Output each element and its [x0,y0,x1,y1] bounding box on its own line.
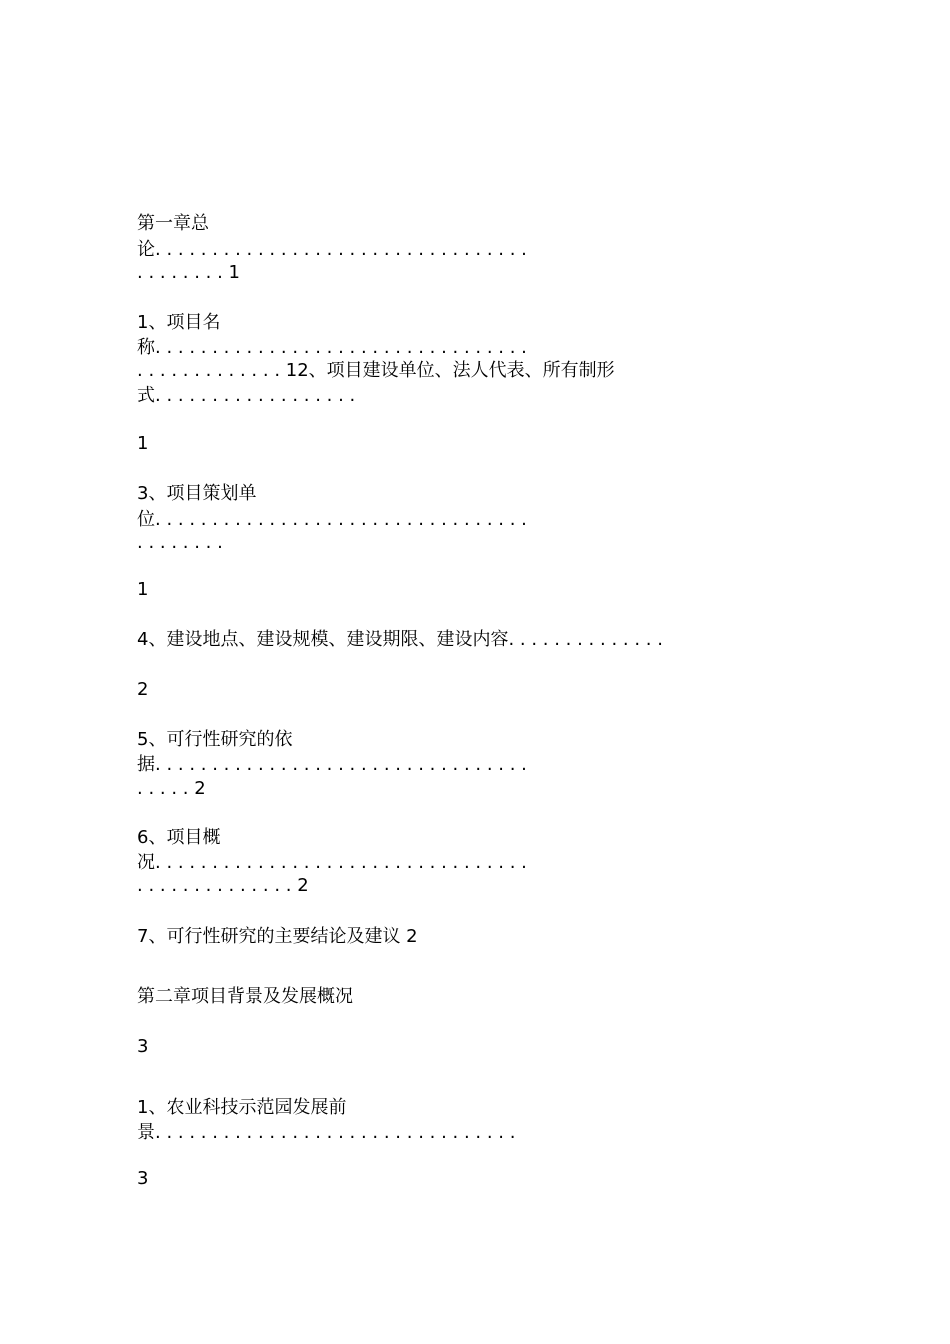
toc-item-1-6-title: 6、项目概 [137,827,221,848]
toc-item-1-4-page: 2 [137,679,149,700]
toc-chapter-2-page: 3 [137,1036,149,1057]
toc-item-1-3-leader-cont: . . . . . . . . [137,532,223,553]
toc-item-2-1-page: 3 [137,1168,149,1189]
toc-chapter-1-leader: 论. . . . . . . . . . . . . . . . . . . . . . . . . . . . . . . . . [137,239,527,260]
toc-chapter-1-title: 第一章总 [137,213,209,234]
toc-item-1-5-page: . . . . . 2 [137,778,206,799]
toc-item-1-4-title: 4、建设地点、建设规模、建设期限、建设内容. . . . . . . . . . . . . . [137,629,663,650]
toc-item-2-1-leader: 景. . . . . . . . . . . . . . . . . . . . . . . . . . . . . . . . [137,1122,516,1143]
toc-item-2-1-title: 1、农业科技示范园发展前 [137,1097,347,1118]
toc-item-1-2-leader: 式. . . . . . . . . . . . . . . . . . [137,385,356,406]
toc-item-1-3-title: 3、项目策划单 [137,483,257,504]
toc-item-1-2-page: 1 [137,433,149,454]
toc-item-1-5-title: 5、可行性研究的依 [137,729,293,750]
toc-item-1-1-title: 1、项目名 [137,312,221,333]
toc-chapter-2-title: 第二章项目背景及发展概况 [137,986,353,1007]
toc-item-1-3-leader: 位. . . . . . . . . . . . . . . . . . . . . . . . . . . . . . . . . [137,509,527,530]
toc-item-1-6-page: . . . . . . . . . . . . . . 2 [137,875,309,896]
toc-chapter-1-page: . . . . . . . . 1 [137,262,240,283]
toc-item-1-3-page: 1 [137,579,149,600]
toc-item-1-7: 7、可行性研究的主要结论及建议 2 [137,926,418,947]
toc-item-1-1-leader: 称. . . . . . . . . . . . . . . . . . . . . . . . . . . . . . . . . [137,337,527,358]
toc-item-1-2-title: . . . . . . . . . . . . . 12、项目建设单位、法人代表、所有制形 [137,360,615,381]
toc-item-1-6-leader: 况. . . . . . . . . . . . . . . . . . . . . . . . . . . . . . . . . [137,852,527,873]
toc-item-1-5-leader: 据. . . . . . . . . . . . . . . . . . . . . . . . . . . . . . . . . [137,754,527,775]
